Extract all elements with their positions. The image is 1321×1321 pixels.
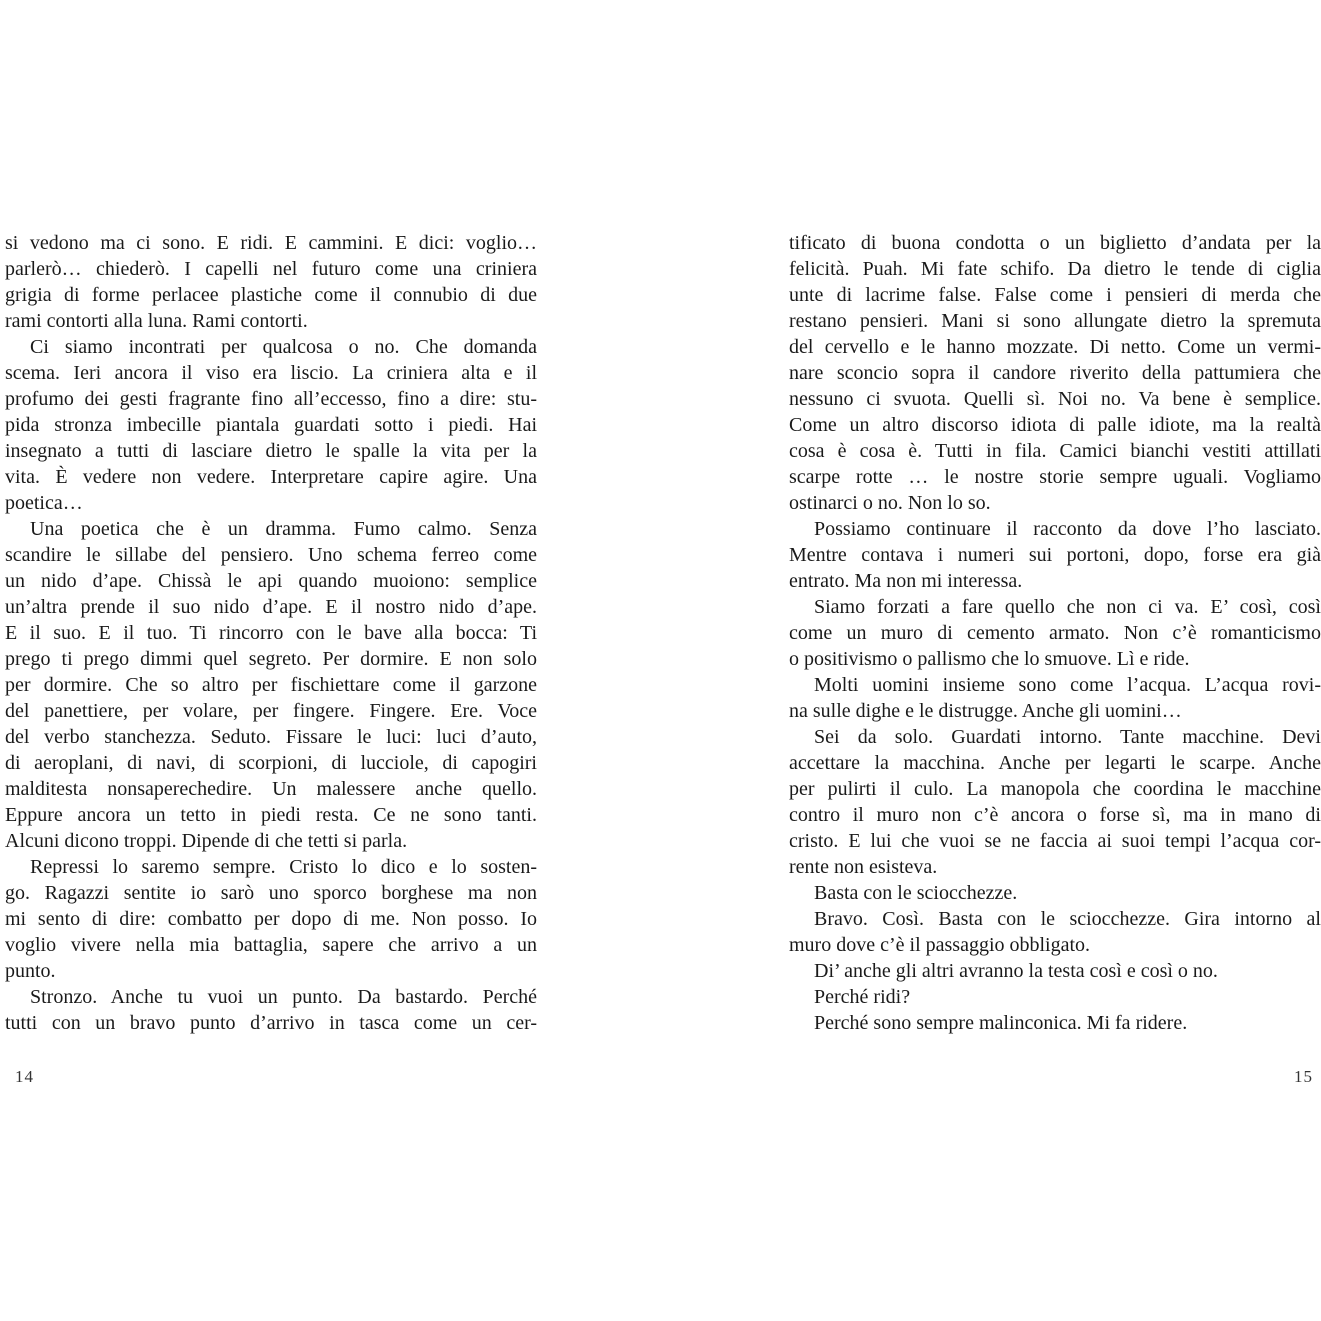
text-line: insegnato a tutti di lasciare dietro le spalle la vita per la — [5, 440, 537, 462]
text-line: Di’ anche gli altri avranno la testa così e così o no. — [814, 960, 1218, 982]
text-line: o positivismo o pallismo che lo smuove. Lì e ride. — [789, 648, 1190, 670]
text-line: tificato di buona condotta o un biglietto d’andata per la — [789, 232, 1321, 254]
text-line: per pulirti il culo. La manopola che coordina le macchine — [789, 778, 1321, 800]
text-line: Perché ridi? — [814, 986, 911, 1008]
text-line: voglio vivere nella mia battaglia, sapere che arrivo a un — [5, 934, 537, 956]
text-line: Mentre contava i numeri sui portoni, dopo, forse era già — [789, 544, 1321, 566]
text-line: pida stronza imbecille piantala guardati sotto i piedi. Hai — [5, 414, 537, 436]
text-line: mi sento di dire: combatto per dopo di me. Non posso. Io — [5, 908, 537, 930]
text-line: unte di lacrime false. False come i pensieri di merda che — [789, 284, 1321, 306]
text-line: Ci siamo incontrati per qualcosa o no. Che domanda — [30, 336, 537, 358]
text-line: contro il muro non c’è ancora o forse sì, ma in mano di — [789, 804, 1321, 826]
text-line: entrato. Ma non mi interessa. — [789, 570, 1023, 592]
text-line: Stronzo. Anche tu vuoi un punto. Da bastardo. Perché — [30, 986, 537, 1008]
text-line: del verbo stanchezza. Seduto. Fissare le luci: luci d’auto, — [5, 726, 537, 748]
text-line: Siamo forzati a fare quello che non ci va. E’ così, così — [814, 596, 1321, 618]
text-line: profumo dei gesti fragrante fino all’eccesso, fino a dire: stu- — [5, 388, 537, 410]
text-line: Molti uomini insieme sono come l’acqua. L’acqua rovi- — [814, 674, 1321, 696]
text-line: Bravo. Così. Basta con le sciocchezze. Gira intorno al — [814, 908, 1321, 930]
text-line: tutti con un bravo punto d’arrivo in tasca come un cer- — [5, 1012, 537, 1034]
text-line: Una poetica che è un dramma. Fumo calmo. Senza — [30, 518, 537, 540]
text-line: rente non esisteva. — [789, 856, 938, 878]
text-line: del cervello e le hanno mozzate. Di netto. Come un vermi- — [789, 336, 1321, 358]
text-line: Come un altro discorso idiota di palle idiote, ma la realtà — [789, 414, 1321, 436]
text-line: come un muro di cemento armato. Non c’è romanticismo — [789, 622, 1321, 644]
text-line: Repressi lo saremo sempre. Cristo lo dico e lo sosten- — [30, 856, 537, 878]
text-line: del panettiere, per volare, per fingere. Fingere. Ere. Voce — [5, 700, 537, 722]
text-line: per dormire. Che so altro per fischiettare come il garzone — [5, 674, 537, 696]
text-line: muro dove c’è il passaggio obbligato. — [789, 934, 1091, 956]
text-line: scarpe rotte … le nostre storie sempre uguali. Vogliamo — [789, 466, 1321, 488]
left-page-text — [5, 230, 537, 1036]
text-line: nare sconcio sopra il candore riverito della pattumiera che — [789, 362, 1321, 384]
right-page-text — [789, 230, 1321, 1036]
text-line: Eppure ancora un tetto in piedi resta. Ce ne sono tanti. — [5, 804, 537, 826]
text-line: un nido d’ape. Chissà le api quando muoiono: semplice — [5, 570, 537, 592]
text-line: na sulle dighe e le distrugge. Anche gli uomini… — [789, 700, 1182, 722]
left-page-number: 14 — [15, 1067, 34, 1086]
text-line: Possiamo continuare il racconto da dove l’ho lasciato. — [814, 518, 1321, 540]
text-line: si vedono ma ci sono. E ridi. E cammini. E dici: voglio… — [5, 232, 537, 254]
text-line: punto. — [5, 960, 56, 982]
text-line: restano pensieri. Mani si sono allungate dietro la spremuta — [789, 310, 1321, 332]
text-line: rami contorti alla luna. Rami contorti. — [5, 310, 308, 332]
text-line: scandire le sillabe del pensiero. Uno schema ferreo come — [5, 544, 537, 566]
text-line: Perché sono sempre malinconica. Mi fa ridere. — [814, 1012, 1188, 1034]
text-line: grigia di forme perlacee plastiche come il connubio di due — [5, 284, 537, 306]
text-line: cosa è cosa è. Tutti in fila. Camici bianchi vestiti attillati — [789, 440, 1321, 462]
text-line: E il suo. E il tuo. Ti rincorro con le bave alla bocca: Ti — [5, 622, 537, 644]
text-line: felicità. Puah. Mi fate schifo. Da dietro le tende di ciglia — [789, 258, 1321, 280]
right-page-number: 15 — [1294, 1067, 1313, 1086]
text-line: Alcuni dicono troppi. Dipende di che tetti si parla. — [5, 830, 408, 852]
text-line: parlerò… chiederò. I capelli nel futuro come una criniera — [5, 258, 537, 280]
text-line: poetica… — [5, 492, 83, 514]
text-line: Basta con le sciocchezze. — [814, 882, 1018, 904]
text-line: ostinarci o no. Non lo so. — [789, 492, 991, 514]
text-line: vita. È vedere non vedere. Interpretare capire agire. Una — [5, 466, 537, 488]
text-line: scema. Ieri ancora il viso era liscio. La criniera alta e il — [5, 362, 537, 384]
text-line: malditesta nonsaperechedire. Un malessere anche quello. — [5, 778, 537, 800]
text-line: cristo. E lui che vuoi se ne faccia ai suoi tempi l’acqua cor- — [789, 830, 1321, 852]
text-line: Sei da solo. Guardati intorno. Tante macchine. Devi — [814, 726, 1321, 748]
text-line: di aeroplani, di navi, di scorpioni, di lucciole, di capogiri — [5, 752, 537, 774]
text-line: go. Ragazzi sentite io sarò uno sporco borghese ma non — [5, 882, 537, 904]
text-line: prego ti prego dimmi quel segreto. Per dormire. E non solo — [5, 648, 537, 670]
text-line: nessuno ci svuota. Quelli sì. Noi no. Va bene è semplice. — [789, 388, 1321, 410]
text-line: un’altra prende il suo nido d’ape. E il nostro nido d’ape. — [5, 596, 537, 618]
text-line: accettare la macchina. Anche per legarti le scarpe. Anche — [789, 752, 1321, 774]
